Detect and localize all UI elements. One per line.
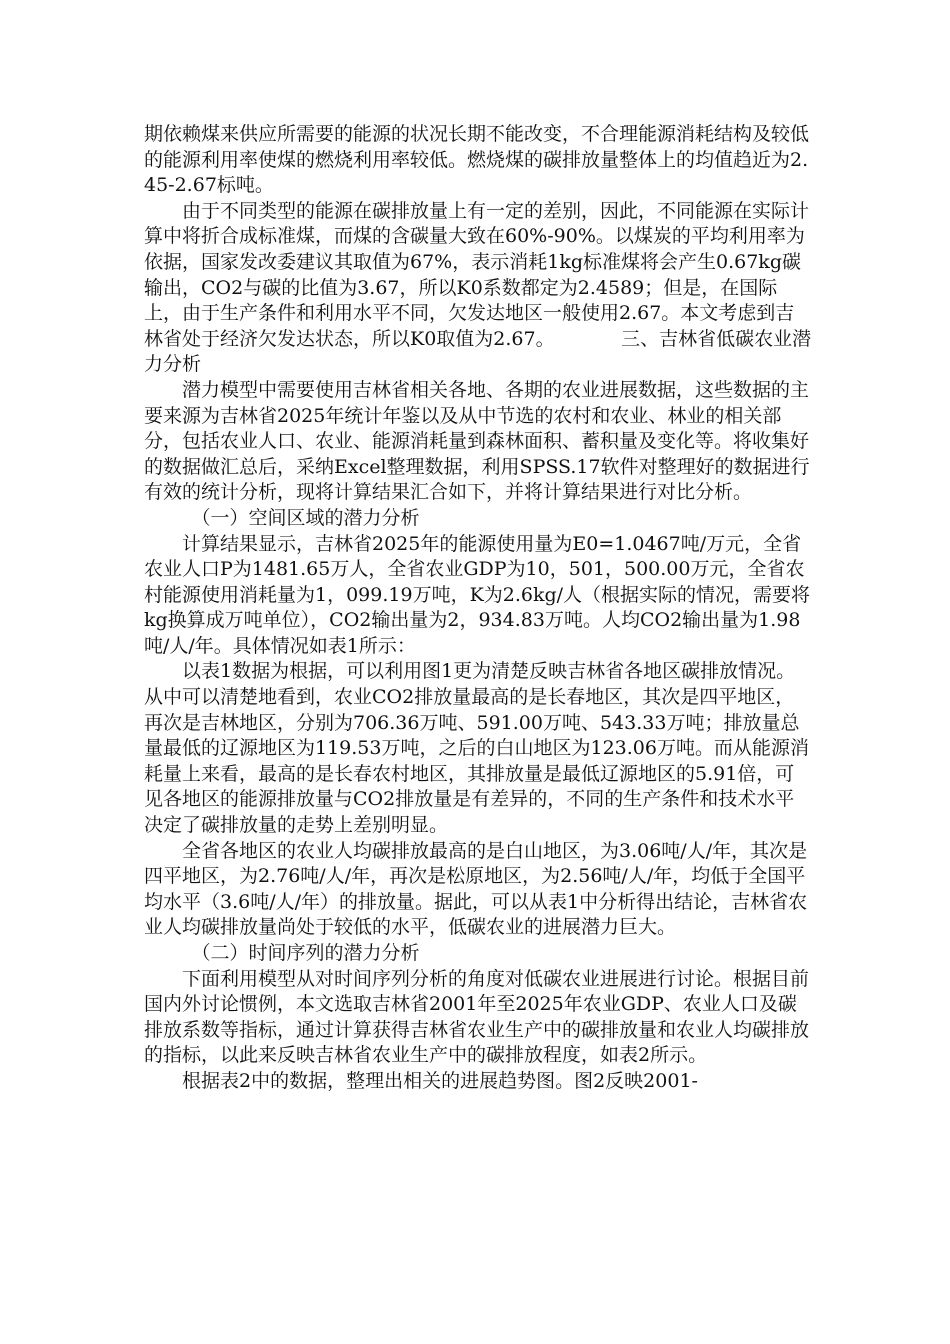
paragraph-regional-emissions: 以表1数据为根据，可以利用图1更为清楚反映吉林省各地区碳排放情况。从中可以清楚地看到，农业CO2排放量最高的是长春地区，其次是四平地区，再次是吉林地区，分别为706.36万吨、591.00万吨、543.33万吨；排放量总量最低的辽源地区为119.53万吨，之后的白山地区为123.06万吨。而从能源消耗量上来看，最高的是长春农村地区，其排放量是最低辽源地区的5.91倍，可见各地区的能源排放量与CO2排放量是有差异的，不同的生产条件和技术水平决定了碳排放量的走势上差别明显。 xyxy=(144,660,809,837)
paragraph-calculation-results: 计算结果显示，吉林省2025年的能源使用量为E0=1.0467吨/万元，全省农业人口P为1481.65万人，全省农业GDP为10，501，500.00万元，全省农村能源使用消耗量为1，099.19万吨，K为2.6kg/人（根据实际的情况，需要将kg换算成万吨单位），CO2输出量为2，934.83万吨。人均CO2输出量为1.98吨/人/年。具体情况如表1所示： xyxy=(144,532,811,657)
paragraph-time-series: 下面利用模型从对时间序列分析的角度对低碳农业进展进行讨论。根据目前国内外讨论惯例，本文选取吉林省2001年至2025年农业GDP、农业人口及碳排放系数等指标，通过计算获得吉林省农业生产中的碳排放量和农业人均碳排放的指标，以此来反映吉林省农业生产中的碳排放程度，如表2所示。 xyxy=(144,967,810,1067)
paragraph-energy-conversion: 由于不同类型的能源在碳排放量上有一定的差别，因此，不同能源在实际计算中将折合成标准煤，而煤的含碳量大致在60%-90%。以煤炭的平均利用率为依据，国家发改委建议其取值为67%，表示消耗1kg标准煤将会产生0.67kg碳输出，CO2与碳的比值为3.67，所以K0系数都定为2.4589；但是，在国际上，由于生产条件和利用水平不同，欠发达地区一般使用2.67。本文考虑到吉林省处于经济欠发达状态，所以K0取值为2.67。 三、吉林省低碳农业潜力分析 xyxy=(144,199,812,376)
paragraph-continuation: 期依赖煤来供应所需要的能源的状况长期不能改变，不合理能源消耗结构及较低的能源利用率使煤的燃烧利用率较低。燃烧煤的碳排放量整体上的均值趋近为2.45-2.67标吨。 xyxy=(144,123,810,197)
document-page xyxy=(144,122,812,1095)
section-heading-temporal: （二）时间序列的潜力分析 xyxy=(191,942,420,964)
section-heading-spatial: （一）空间区域的潜力分析 xyxy=(191,506,420,529)
paragraph-potential-model: 潜力模型中需要使用吉林省相关各地、各期的农业进展数据，这些数据的主要来源为吉林省2025年统计年鉴以及从中节选的农村和农业、林业的相关部分，包括农业人口、农业、能源消耗量到森林面积、蓄积量及变化等。将收集好的数据做汇总后，采纳Excel整理数据，利用SPSS.17软件对整理好的数据进行有效的统计分析，现将计算结果汇合如下，并将计算结果进行对比分析。 xyxy=(144,378,810,504)
paragraph-per-capita-emissions: 全省各地区的农业人均碳排放最高的是白山地区，为3.06吨/人/年，其次是四平地区，为2.76吨/人/年，再次是松原地区，为2.56吨/人/年，均低于全国平均水平（3.6吨/人/年）的排放量。据此，可以从表1中分析得出结论，吉林省农业人均碳排放量尚处于较低的水平，低碳农业的进展潜力巨大。 xyxy=(144,839,808,939)
paragraph-trend-figure: 根据表2中的数据，整理出相关的进展趋势图。图2反映2001- xyxy=(182,1069,698,1092)
